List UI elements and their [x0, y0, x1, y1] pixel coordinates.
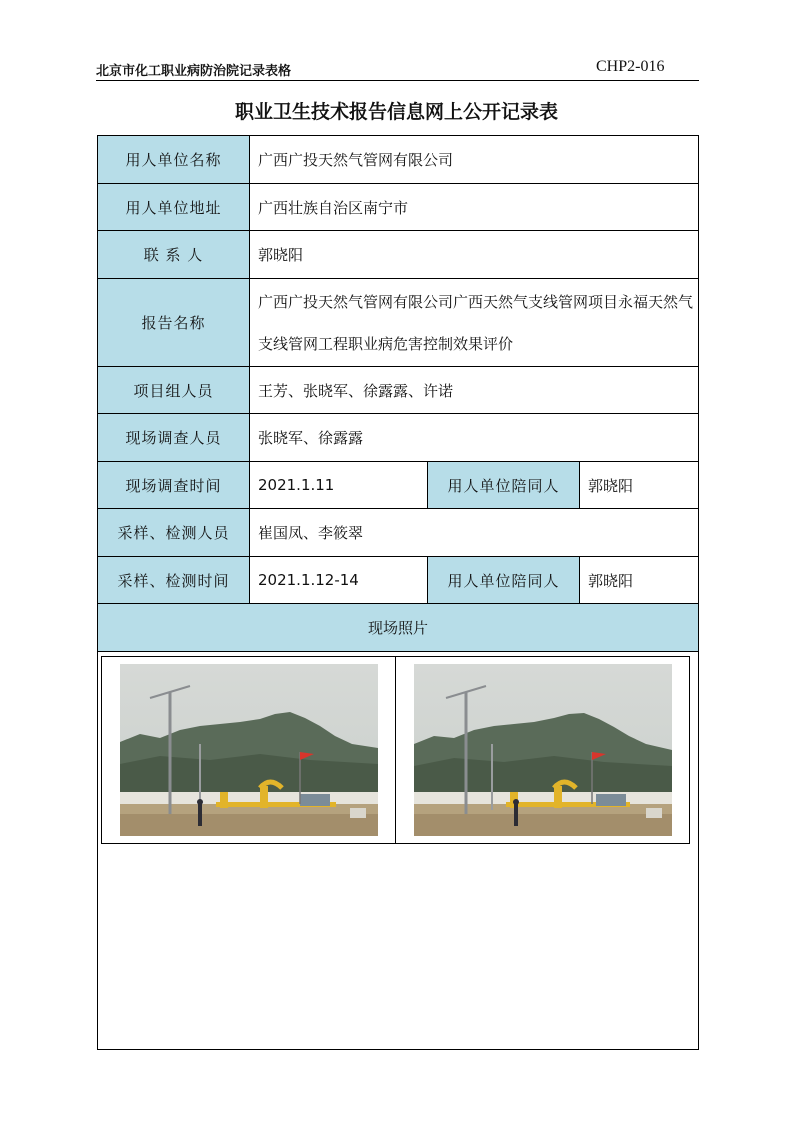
row-contact [98, 231, 699, 279]
value-sampling-companion: 郭晓阳 [580, 557, 699, 604]
row-survey-time [98, 462, 699, 509]
site-photo-2 [414, 664, 672, 836]
site-photo-1 [120, 664, 378, 836]
row-report-name [98, 279, 699, 367]
value-sampling-staff: 崔国凤、李筱翠 [250, 509, 699, 557]
value-unit-address: 广西壮族自治区南宁市 [250, 184, 699, 231]
photo-frame-1 [102, 657, 396, 844]
row-sampling-time [98, 557, 699, 604]
value-report-name: 广西广投天然气管网有限公司广西天然气支线管网项目永福天然气支线管网工程职业病危害控制效果评价 [250, 279, 699, 367]
row-sampling-staff [98, 509, 699, 557]
label-sampling-staff: 采样、检测人员 [98, 509, 250, 557]
label-survey-companion: 用人单位陪同人 [428, 462, 580, 509]
label-sampling-time: 采样、检测时间 [98, 557, 250, 604]
label-report-name: 报告名称 [98, 279, 250, 367]
row-unit-address [98, 184, 699, 231]
label-unit-address: 用人单位地址 [98, 184, 250, 231]
row-photos-header [98, 604, 699, 652]
record-table [97, 135, 699, 1050]
photos-section-label: 现场照片 [98, 604, 699, 652]
page-title: 职业卫生技术报告信息网上公开记录表 [234, 101, 558, 123]
photos-area [98, 652, 699, 1050]
label-sampling-companion: 用人单位陪同人 [428, 557, 580, 604]
photos-grid [101, 656, 690, 844]
photo-frame-2 [396, 657, 690, 844]
value-project-team: 王芳、张晓军、徐露露、许诺 [250, 367, 699, 414]
label-contact: 联 系 人 [98, 231, 250, 279]
row-photos [98, 652, 699, 1050]
header-code: CHP2-016 [596, 58, 665, 75]
value-sampling-time: 2021.1.12-14 [250, 557, 428, 604]
value-survey-staff: 张晓军、徐露露 [250, 414, 699, 462]
value-contact: 郭晓阳 [250, 231, 699, 279]
label-survey-staff: 现场调查人员 [98, 414, 250, 462]
row-unit-name [98, 136, 699, 184]
label-survey-time: 现场调查时间 [98, 462, 250, 509]
header-divider [96, 80, 699, 81]
label-project-team: 项目组人员 [98, 367, 250, 414]
label-unit-name: 用人单位名称 [98, 136, 250, 184]
row-survey-staff [98, 414, 699, 462]
value-survey-companion: 郭晓阳 [580, 462, 699, 509]
header-org: 北京市化工职业病防治院记录表格 [96, 64, 292, 79]
row-project-team [98, 367, 699, 414]
value-unit-name: 广西广投天然气管网有限公司 [250, 136, 699, 184]
value-survey-time: 2021.1.11 [250, 462, 428, 509]
